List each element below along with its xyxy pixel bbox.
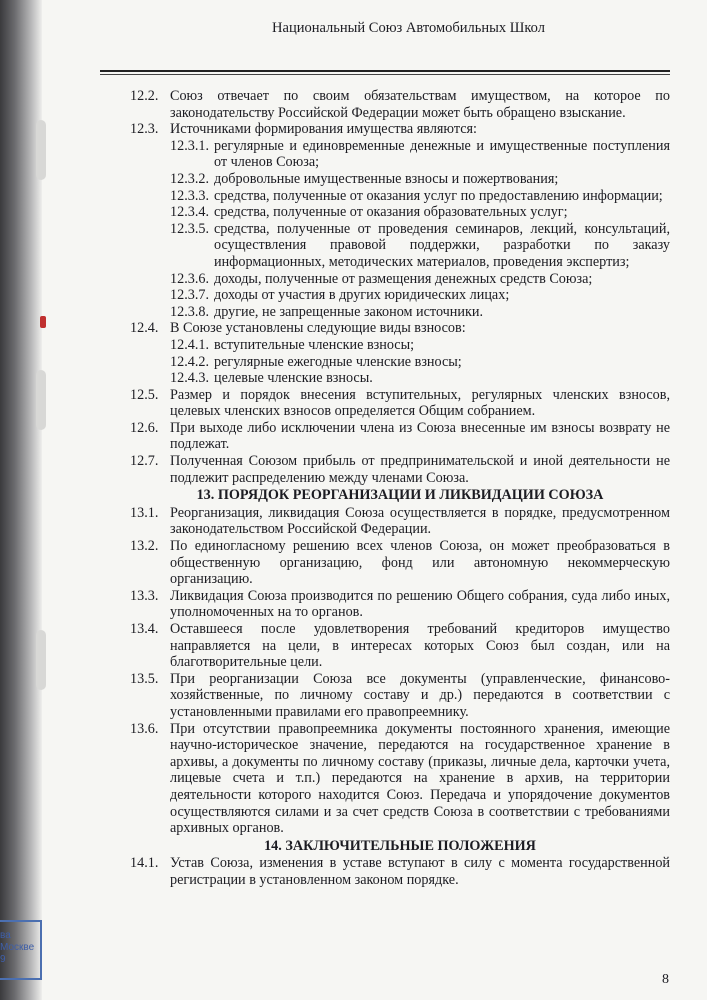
clause: 12.7. Полученная Союзом прибыль от предпринимательской и иной деятельности не подлежит распределению между членами Союза.: [130, 453, 670, 486]
sub-clause: 12.4.1. вступительные членские взносы;: [170, 336, 415, 353]
punch-hole: [36, 370, 46, 430]
section-heading: 13. ПОРЯДОК РЕОРГАНИЗАЦИИ И ЛИКВИДАЦИИ СОЮЗА: [196, 487, 604, 504]
clause: 12.2. Союз отвечает по своим обязательствам имуществом, на которое по законодательству Российской Федерации может быть обращено взыскание.: [130, 88, 670, 121]
sub-clause: 12.3.2. добровольные имущественные взносы и пожертвования;: [170, 170, 559, 187]
clause: 13.6. При отсутствии правопреемника документы постоянного хранения, имеющие научно-историческое значение, передаются на государственное хранение в архивы, а документы по личному составу (приказы, личные дела, карточки учета, лицевые счета и т.п.) передаются на хранение в архив, на территории деятельности которого находится Союз. Передача и упорядочение документов осуществляются силами и за счет средств Союза в соответствии с требованиями архивных органов.: [130, 720, 670, 837]
punch-hole: [36, 630, 46, 690]
sub-clause: 12.3.3. средства, полученные от оказания услуг по предоставлению информации;: [170, 187, 663, 204]
header-rule: [100, 70, 670, 72]
punch-hole: [36, 120, 46, 180]
clause: 13.4. Оставшееся после удовлетворения требований кредиторов имущество направляется на цели, в интересах которых Союз был создан, или на благотворительные цели.: [130, 621, 670, 671]
registration-stamp: ва Москве 9: [0, 920, 42, 980]
clause: 12.4. В Союзе установлены следующие виды взносов:: [130, 320, 466, 337]
clause: 13.5. При реорганизации Союза все документы (управленческие, финансово-хозяйственные, по личному составу и др.) передаются в соответствии с установленными правилами его правопреемнику.: [130, 670, 670, 720]
sub-clause: 12.3.7. доходы от участия в других юридических лицах;: [170, 287, 510, 304]
clause: 12.5. Размер и порядок внесения вступительных, регулярных членских взносов, целевых членских взносов определяется Общим собранием.: [130, 386, 670, 420]
page-header: Национальный Союз Автомобильных Школ: [272, 20, 545, 36]
clause: 13.3. Ликвидация Союза производится по решению Общего собрания, суда либо иных, уполномоченных на то органов.: [130, 587, 670, 621]
clause: 12.6. При выходе либо исключении члена из Союза внесенные им взносы возврату не подлежат.: [130, 419, 670, 453]
document-body: [130, 88, 670, 889]
clause: 12.3. Источниками формирования имущества являются:: [130, 121, 477, 138]
clause: 13.1. Реорганизация, ликвидация Союза осуществляется в порядке, предусмотренном законодательством Российской Федерации.: [130, 504, 670, 538]
clause: 14.1. Устав Союза, изменения в уставе вступают в силу с момента государственной регистрации в установленном законом порядке.: [130, 855, 670, 888]
sub-clause: 12.3.6. доходы, полученные от размещения денежных средств Союза;: [170, 270, 593, 287]
page-number: 8: [662, 972, 669, 987]
sub-clause: 12.3.8. другие, не запрещенные законом источники.: [170, 303, 484, 320]
red-mark: [40, 316, 46, 328]
sub-clause: 12.3.5. средства, полученные от проведения семинаров, лекций, консультаций, осуществления правовой поддержки, разработки по заказу информационных, методических материалов, проведения экспертиз;: [170, 220, 670, 270]
clause: 13.2. По единогласному решению всех членов Союза, он может преобразоваться в общественную организацию, фонд или автономную некоммерческую организацию.: [130, 538, 670, 588]
sub-clause: 12.4.3. целевые членские взносы.: [170, 370, 373, 387]
sub-clause: 12.4.2. регулярные ежегодные членские взносы;: [170, 353, 462, 370]
header-rule-thin: [100, 74, 670, 75]
sub-clause: 12.3.1. регулярные и единовременные денежные и имущественные поступления от членов Союза;: [170, 137, 670, 171]
sub-clause: 12.3.4. средства, полученные от оказания образовательных услуг;: [170, 204, 568, 221]
section-heading: 14. ЗАКЛЮЧИТЕЛЬНЫЕ ПОЛОЖЕНИЯ: [264, 837, 536, 854]
